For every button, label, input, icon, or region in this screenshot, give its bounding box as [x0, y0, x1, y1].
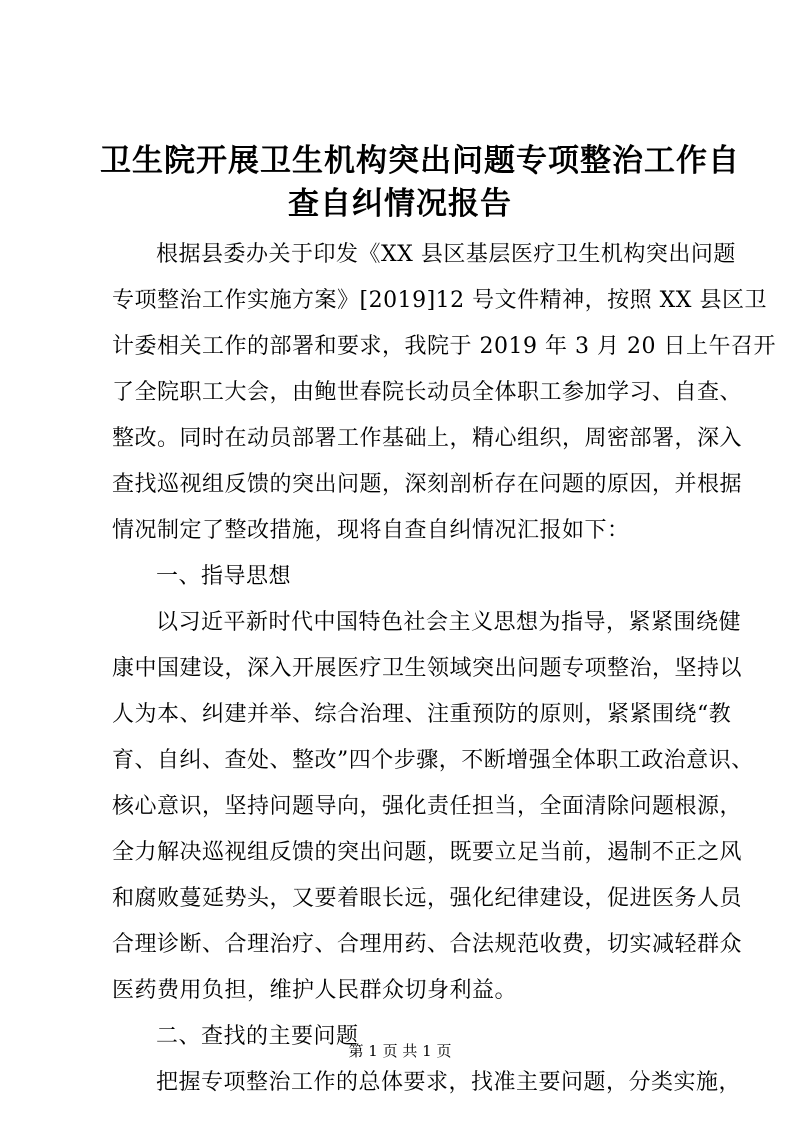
text-line: 了全院职工大会，由鲍世春院长动员全体职工参加学习、自查、 — [112, 380, 743, 405]
text-line: 二、查找的主要问题 — [156, 1024, 359, 1049]
text-line: 整改。同时在动员部署工作基础上，精心组织，周密部署，深入 — [112, 426, 743, 451]
text-line: 核心意识，坚持问题导向，强化责任担当，全面清除问题根源， — [112, 794, 743, 819]
text-line: 和腐败蔓延势头，又要着眼长远，强化纪律建设，促进医务人员 — [112, 886, 743, 911]
text-line: 全力解决巡视组反馈的突出问题，既要立足当前，遏制不正之风 — [112, 840, 743, 865]
document-body — [112, 232, 776, 1106]
title-line: 查自纠情况报告 — [288, 186, 512, 222]
text-line: 计委相关工作的部署和要求，我院于 2019 年 3 月 20 日上午召开 — [112, 334, 776, 359]
text-line: 情况制定了整改措施，现将自查自纠情况汇报如下： — [112, 518, 630, 543]
text-line: 人为本、纠建并举、综合治理、注重预防的原则，紧紧围绕“教 — [112, 702, 732, 727]
text-line: 育、自纠、查处、整改”四个步骤，不断增强全体职工政治意识、 — [112, 748, 754, 773]
page-footer: 第 1 页 共 1 页 — [348, 1042, 452, 1060]
text-line: 医药费用负担，维护人民群众切身利益。 — [112, 978, 518, 1003]
text-line: 康中国建设，深入开展医疗卫生领域突出问题专项整治，坚持以 — [112, 656, 743, 681]
text-line: 专项整治工作实施方案》[2019]12 号文件精神，按照 XX 县区卫 — [112, 288, 767, 313]
text-line: 查找巡视组反馈的突出问题，深刻剖析存在问题的原因，并根据 — [112, 472, 743, 497]
text-line: 根据县委办关于印发《XX 县区基层医疗卫生机构突出问题 — [156, 242, 736, 267]
text-line: 合理诊断、合理治疗、合理用药、合法规范收费，切实减轻群众 — [112, 932, 743, 957]
document-title — [100, 140, 740, 226]
text-line: 把握专项整治工作的总体要求，找准主要问题，分类实施， — [156, 1070, 742, 1095]
title-line: 卫生院开展卫生机构突出问题专项整治工作自 — [100, 143, 740, 179]
text-line: 以习近平新时代中国特色社会主义思想为指导，紧紧围绕健 — [156, 610, 742, 635]
text-line: 一、指导思想 — [156, 564, 292, 589]
